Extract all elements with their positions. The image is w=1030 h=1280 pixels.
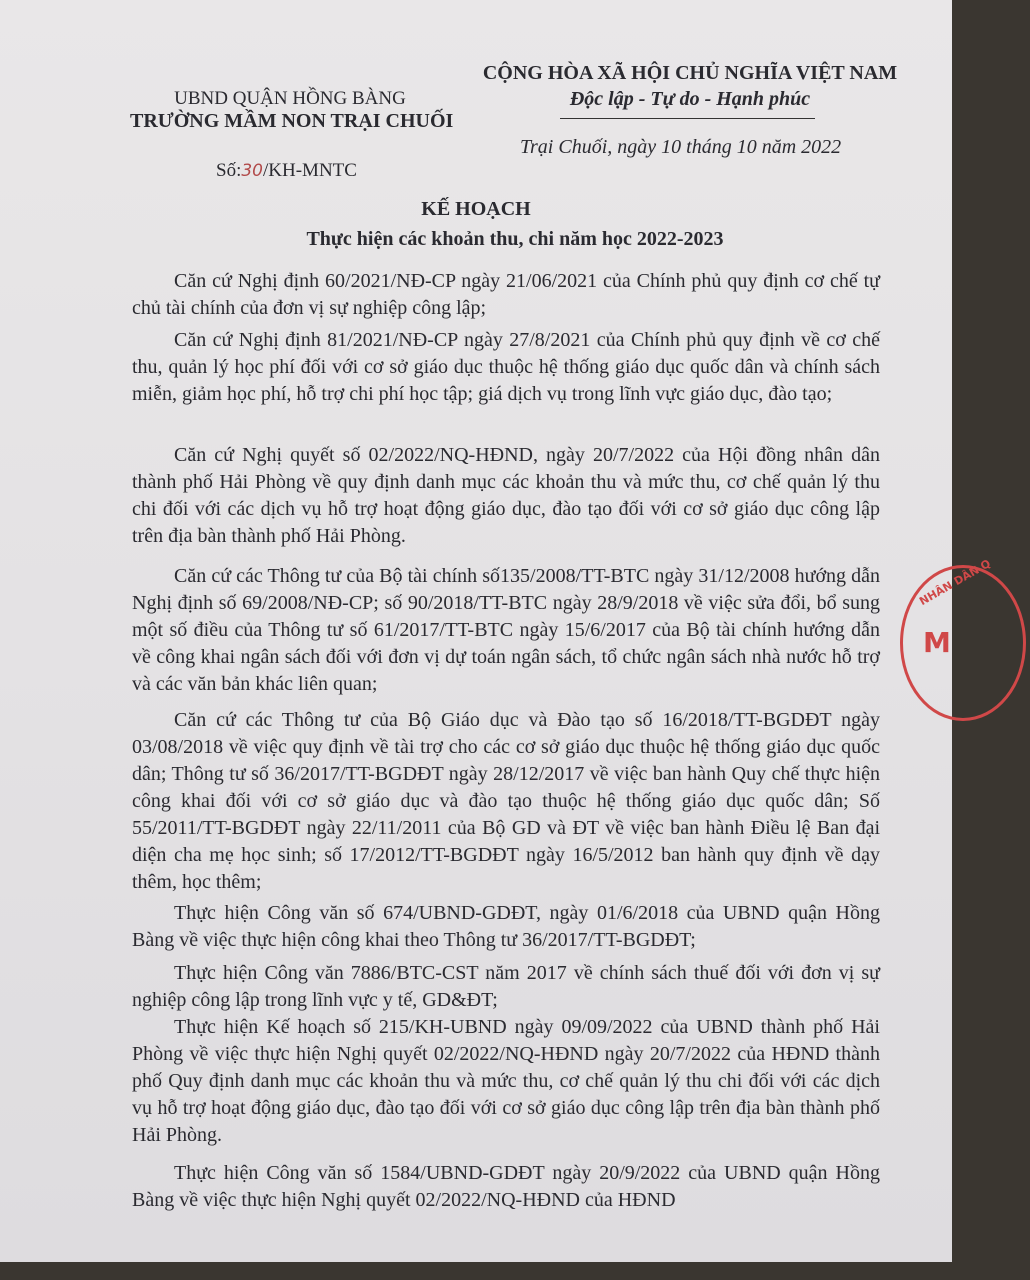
- document-title: KẾ HOẠCH: [421, 198, 531, 220]
- paragraph-3: Căn cứ Nghị quyết số 02/2022/NQ-HĐND, ngày 20/7/2022 của Hội đồng nhân dân thành phố Hải Phòng về quy định danh mục các khoản thu và mức thu, cơ chế quản lý thu chi đối với các dịch vụ hỗ trợ hoạt động giáo dục, đào tạo đối với cơ sở giáo dục công lập trên địa bàn thành phố Hải Phòng.: [132, 444, 880, 547]
- motto-underline: [560, 118, 815, 119]
- paragraph-8: Thực hiện Kế hoạch số 215/KH-UBND ngày 09/09/2022 của UBND thành phố Hải Phòng về việc thực hiện Nghị quyết 02/2022/NQ-HĐND ngày 20/7/2022 của HĐND thành phố Quy định danh mục các khoản thu và mức thu, cơ chế quản lý thu chi đối với các dịch vụ hỗ trợ hoạt động giáo dục, đào tạo đối với cơ sở giáo dục công lập trên địa bàn thành phố Hải Phòng.: [132, 1016, 880, 1146]
- stamp-arc-text: NHÂN DÂN Q: [917, 556, 993, 609]
- paragraph-5: Căn cứ các Thông tư của Bộ Giáo dục và Đào tạo số 16/2018/TT-BGDĐT ngày 03/08/2018 về việc quy định về tài trợ cho các cơ sở giáo dục thuộc hệ thống giáo dục quốc dân; Thông tư số 36/2017/TT-BGDĐT ngày 28/12/2017 về việc ban hành Quy chế thực hiện công khai đối với cơ sở giáo dục và đào tạo thuộc hệ thống giáo dục quốc dân; Số 55/2011/TT-BGDĐT ngày 22/11/2011 của Bộ GD và ĐT về việc ban hành Điều lệ Ban đại diện cha mẹ học sinh; số 17/2012/TT-BGDĐT ngày 16/5/2012 ban hành quy định về dạy thêm, học thêm;: [132, 709, 880, 893]
- document-subtitle: Thực hiện các khoản thu, chi năm học 2022-2023: [306, 228, 724, 250]
- national-motto: Độc lập - Tự do - Hạnh phúc: [569, 88, 811, 110]
- paragraph-1: Căn cứ Nghị định 60/2021/NĐ-CP ngày 21/06/2021 của Chính phủ quy định cơ chế tự chủ tài chính của đơn vị sự nghiệp công lập;: [132, 270, 880, 319]
- paragraph-2: Căn cứ Nghị định 81/2021/NĐ-CP ngày 27/8/2021 của Chính phủ quy định về cơ chế thu, quản lý học phí đối với cơ sở giáo dục thuộc hệ thống giáo dục quốc dân và chính sách miễn, giảm học phí, hỗ trợ chi phí học tập; giá dịch vụ trong lĩnh vực giáo dục, đào tạo;: [132, 329, 880, 405]
- issuing-agency: UBND QUẬN HỒNG BÀNG: [174, 88, 406, 109]
- school-name: TRƯỜNG MẦM NON TRẠI CHUỐI: [130, 110, 454, 132]
- red-seal-stamp: [900, 556, 1026, 721]
- country-name: CỘNG HÒA XÃ HỘI CHỦ NGHĨA VIỆT NAM: [482, 62, 898, 84]
- paragraph-6: Thực hiện Công văn số 674/UBND-GDĐT, ngày 01/6/2018 của UBND quận Hồng Bàng về việc thực hiện công khai theo Thông tư 36/2017/TT-BGDĐT;: [132, 902, 880, 951]
- handwritten-number: 30: [241, 161, 263, 181]
- document-number: [216, 160, 357, 182]
- place-date: Trại Chuối, ngày 10 tháng 10 năm 2022: [520, 136, 842, 158]
- paragraph-4: Căn cứ các Thông tư của Bộ tài chính số135/2008/TT-BTC ngày 31/12/2008 hướng dẫn Nghị định số 69/2008/NĐ-CP; số 90/2018/TT-BTC ngày 28/9/2018 về việc sửa đổi, bổ sung một số điều của Thông tư số 61/2017/TT-BTC ngày 15/6/2017 của Bộ tài chính hướng dẫn về công khai ngân sách đối với đơn vị dự toán ngân sách, tổ chức ngân sách nhà nước hỗ trợ và các văn bản khác liên quan;: [132, 565, 880, 695]
- stamp-letter: M: [923, 626, 951, 659]
- paragraph-7: Thực hiện Công văn 7886/BTC-CST năm 2017 về chính sách thuế đối với đơn vị sự nghiệp công lập trong lĩnh vực y tế, GD&ĐT;: [132, 962, 880, 1011]
- number-suffix: /KH-MNTC: [263, 160, 357, 181]
- number-prefix: Số:: [216, 160, 242, 181]
- paragraph-9: Thực hiện Công văn số 1584/UBND-GDĐT ngày 20/9/2022 của UBND quận Hồng Bàng về việc thực hiện Nghị quyết 02/2022/NQ-HĐND của HĐND: [132, 1162, 880, 1211]
